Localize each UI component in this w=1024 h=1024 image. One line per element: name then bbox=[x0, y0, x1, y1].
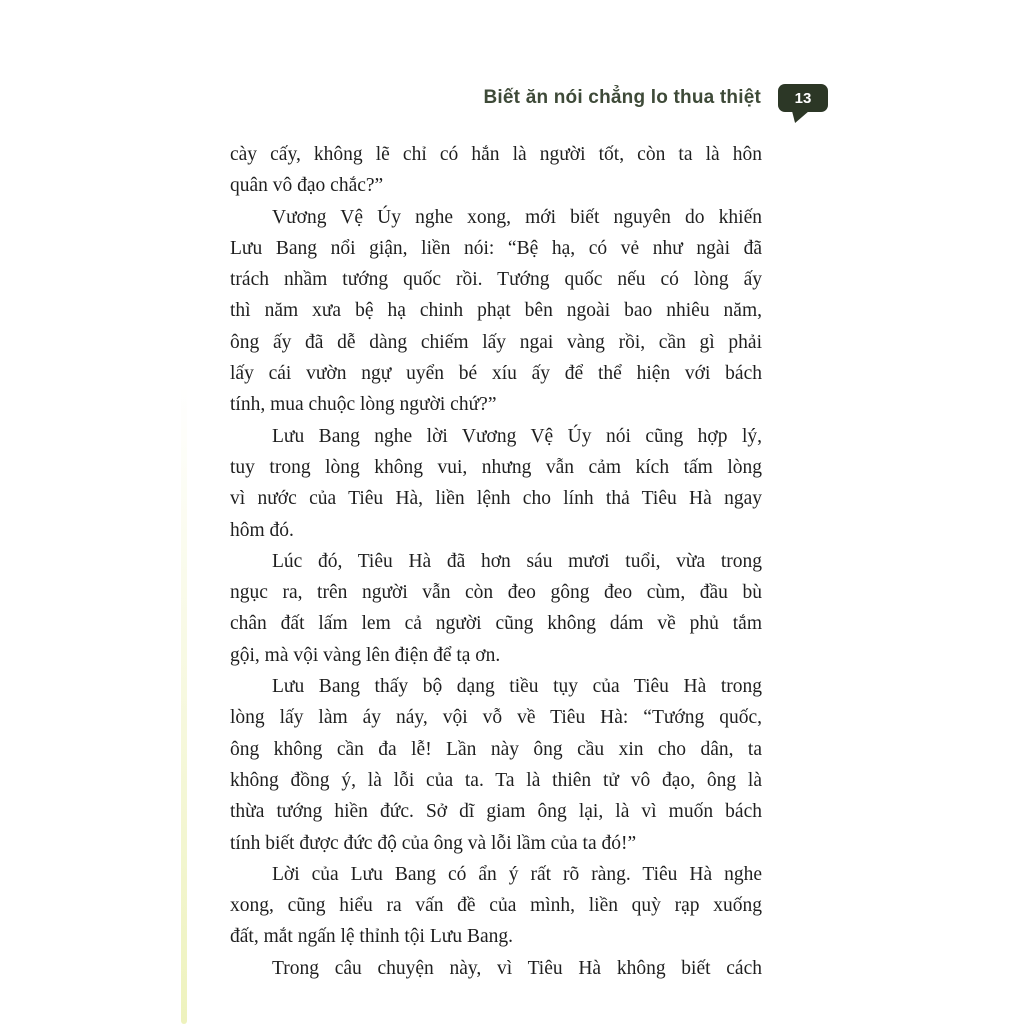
text-line: ông không cần đa lễ! Lần này ông cầu xin cho dân, ta bbox=[230, 738, 762, 760]
text-line: ông ấy đã dễ dàng chiếm lấy ngai vàng rồi, cần gì phải bbox=[230, 331, 762, 353]
text-line: tuy trong lòng không vui, nhưng vẫn cảm kích tấm lòng bbox=[230, 456, 762, 478]
text-line: chân đất lấm lem cả người cũng không dám về phủ tắm bbox=[230, 613, 762, 635]
text-line: tính biết được đức độ của ông và lỗi lầm của ta đó!” bbox=[230, 832, 637, 854]
text-line: đất, mắt ngấn lệ thỉnh tội Lưu Bang. bbox=[230, 926, 513, 948]
text-line: hôm đó. bbox=[230, 519, 294, 541]
text-line: vì nước của Tiêu Hà, liền lệnh cho lính thả Tiêu Hà ngay bbox=[230, 488, 762, 510]
text-line: Lúc đó, Tiêu Hà đã hơn sáu mươi tuổi, vừa trong bbox=[272, 550, 762, 572]
text-line: xong, cũng hiểu ra vấn đề của mình, liền quỳ rạp xuống bbox=[230, 895, 762, 917]
page-gutter-shadow bbox=[181, 385, 187, 1024]
text-line: không đồng ý, là lỗi của ta. Ta là thiên tử vô đạo, ông là bbox=[230, 769, 762, 791]
text-line: ngục ra, trên người vẫn còn đeo gông đeo cùm, đầu bù bbox=[230, 582, 762, 604]
text-line: Vương Vệ Úy nghe xong, mới biết nguyên do khiến bbox=[272, 206, 762, 228]
text-line: Lưu Bang nghe lời Vương Vệ Úy nói cũng hợp lý, bbox=[272, 425, 762, 447]
page-header bbox=[484, 84, 828, 112]
text-line: tính, mua chuộc lòng người chứ?” bbox=[230, 394, 497, 416]
text-line: thì năm xưa bệ hạ chinh phạt bên ngoài bao nhiêu năm, bbox=[230, 300, 762, 322]
text-line: Lưu Bang thấy bộ dạng tiều tụy của Tiêu Hà trong bbox=[272, 676, 762, 698]
text-line: Trong câu chuyện này, vì Tiêu Hà không biết cách bbox=[272, 957, 762, 979]
text-line: thừa tướng hiền đức. Sở dĩ giam ông lại, là vì muốn bách bbox=[230, 801, 762, 823]
text-line: lấy cái vườn ngự uyển bé xíu ấy để thể hiện với bách bbox=[230, 363, 762, 385]
running-head-title: Biết ăn nói chẳng lo thua thiệt bbox=[483, 87, 761, 108]
text-line: trách nhầm tướng quốc rồi. Tướng quốc nếu có lòng ấy bbox=[230, 269, 762, 291]
body-text bbox=[230, 139, 762, 984]
page-number: 13 bbox=[794, 89, 812, 107]
page-number-badge bbox=[778, 84, 828, 112]
text-line: gội, mà vội vàng lên điện để tạ ơn. bbox=[230, 644, 501, 666]
text-line: Lời của Lưu Bang có ẩn ý rất rõ ràng. Tiêu Hà nghe bbox=[272, 863, 762, 885]
text-line: quân vô đạo chắc?” bbox=[230, 175, 384, 197]
text-line: cày cấy, không lẽ chỉ có hắn là người tốt, còn ta là hôn bbox=[230, 144, 762, 165]
speech-bubble-tail-icon bbox=[792, 111, 809, 123]
text-line: lòng lấy làm áy náy, vội vỗ về Tiêu Hà: “Tướng quốc, bbox=[230, 707, 762, 729]
text-line: Lưu Bang nổi giận, liền nói: “Bệ hạ, có vẻ như ngài đã bbox=[230, 237, 762, 259]
